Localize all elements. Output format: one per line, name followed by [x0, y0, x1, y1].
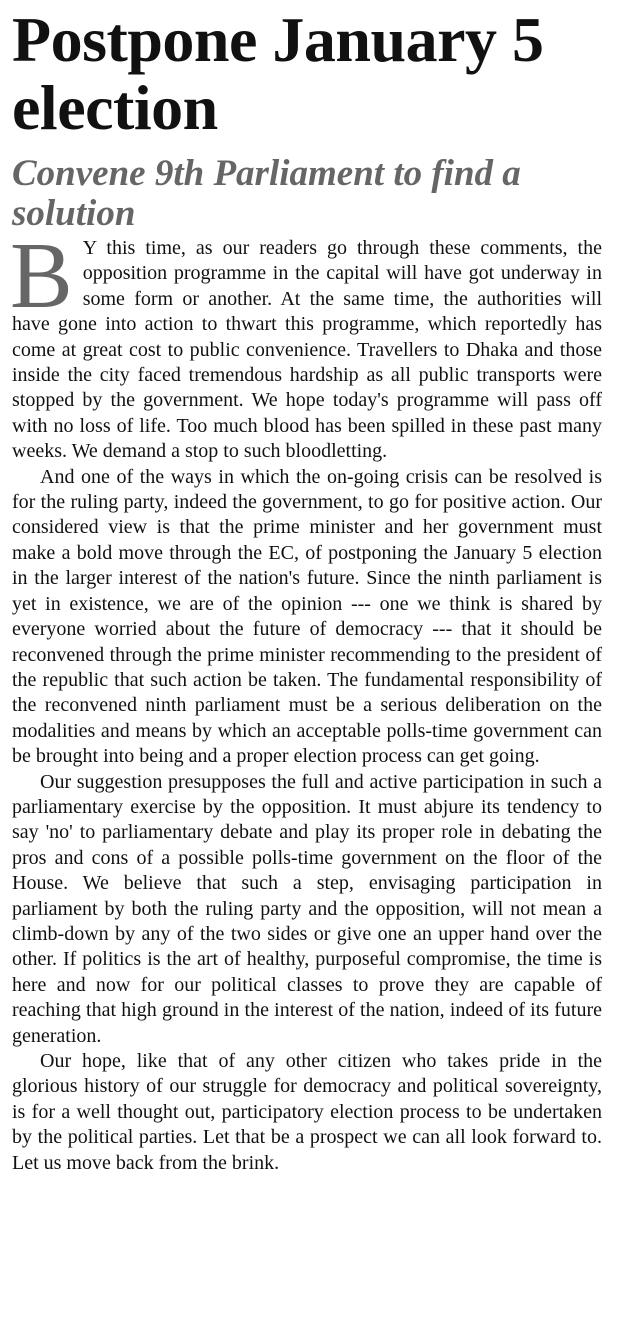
- paragraph-1-text: Y this time, as our readers go through these comments, the opposition programme in the capital will have got underway in some form or another. At the same time, the authorities will have gone into action to thwart this programme, which reportedly has come at great cost to public convenience. Travellers to Dhaka and those inside the city faced tremendous hardship as all public transports were stopped by the government. We hope today's programme will pass off with no loss of life. Too much blood has been spilled in these past many weeks. We demand a stop to such bloodletting.: [12, 237, 602, 463]
- article-body: [10, 224, 602, 1176]
- paragraph-1: [10, 224, 602, 465]
- drop-cap: B: [10, 224, 73, 328]
- editorial-article: [12, 6, 602, 1176]
- headline: Postpone January 5 election: [12, 4, 544, 143]
- paragraph-3: Our suggestion presupposes the full and active participation in such a parliamentary exercise by the opposition. It must abjure its tendency to say 'no' to parliamentary debate and play its proper role in debating the pros and cons of a possible polls-time government on the floor of the House. We believe that such a step, envisaging participation in parliament by both the ruling party and the opposition, will not mean a climb-down by any of the two sides or give one an upper hand over the other. If politics is the art of healthy, purposeful compromise, the time is here and now for our political classes to prove they are capable of reaching that high ground in the interest of the nation, indeed of its future generation.: [12, 770, 602, 1047]
- paragraph-4: Our hope, like that of any other citizen who takes pride in the glorious history of our struggle for democracy and political sovereignty, is for a well thought out, participatory election process to be undertaken by the political parties. Let that be a prospect we can all look forward to. Let us move back from the brink.: [12, 1050, 602, 1174]
- paragraph-2: And one of the ways in which the on-going crisis can be resolved is for the ruling party, indeed the government, to go for positive action. Our considered view is that the prime minister and her government must make a bold move through the EC, of postponing the January 5 election in the larger interest of the nation's future. Since the ninth parliament is yet in existence, we are of the opinion --- one we think is shared by everyone worried about the future of democracy --- that it should be reconvened through the prime minister recommending to the president of the republic that such action be taken. The fundamental responsibility of the reconvened ninth parliament must be a serious deliberation on the modalities and means by which an acceptable polls-time government can be brought into being and a proper election process can get going.: [12, 465, 602, 768]
- subheadline: Convene 9th Parliament to find a solution: [12, 153, 521, 234]
